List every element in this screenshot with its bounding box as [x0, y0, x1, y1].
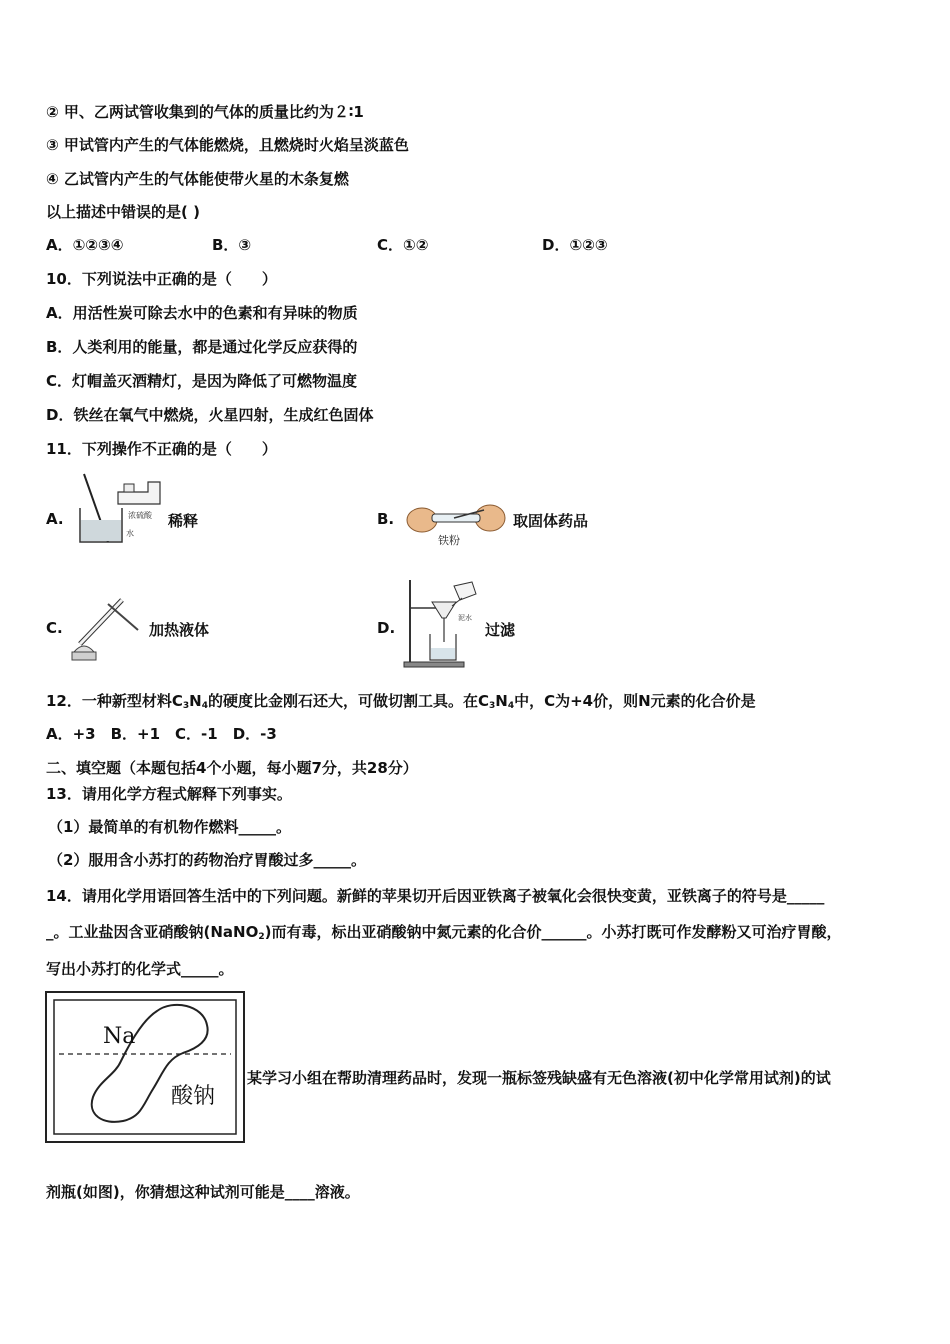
q9-statement-3: ③ 甲试管内产生的气体能燃烧，且燃烧时火焰呈淡蓝色: [46, 136, 409, 154]
dilution-figure: [76, 470, 166, 550]
q11-letter-a: A.: [46, 510, 64, 528]
q10-option-c: C．灯帽盖灭酒精灯，是因为降低了可燃物温度: [46, 372, 358, 390]
label-text-acid-sodium: 酸钠: [171, 1084, 216, 1109]
q10-option-b: B．人类利用的能量，都是通过化学反应获得的: [46, 338, 358, 356]
q11-label-d: 过滤: [485, 621, 516, 639]
heating-liquid-figure: [68, 592, 146, 664]
q9-option-b: B．③: [212, 236, 252, 254]
q9-statement-2: ② 甲、乙两试管收集到的气体的质量比约为２∶1: [46, 103, 364, 121]
fig-label-mud-water: 泥水: [458, 614, 472, 622]
q10-option-a: A．用活性炭可除去水中的色素和有异味的物质: [46, 304, 358, 322]
filtration-figure: [402, 578, 482, 670]
q9-ask: 以上描述中错误的是( ): [46, 203, 200, 221]
q15-line-1: 某学习小组在帮助清理药品时，发现一瓶标签残缺盛有无色溶液(初中化学常用试剂)的试: [247, 1069, 831, 1087]
q14-line-1: 14．请用化学用语回答生活中的下列问题。新鲜的苹果切开后因亚铁离子被氧化会很快变黄，亚铁离子的符号是_____: [46, 887, 825, 905]
q9-option-c: C．①②: [377, 236, 429, 254]
q13-part-2: （2）服用含小苏打的药物治疗胃酸过多_____。: [48, 851, 366, 869]
q11-letter-c: C.: [46, 619, 63, 637]
q10-option-d: D．铁丝在氧气中燃烧，火星四射，生成红色固体: [46, 406, 374, 424]
q13-stem: 13．请用化学方程式解释下列事实。: [46, 785, 292, 803]
q11-label-a: 稀释: [168, 512, 199, 530]
fig-label-iron-powder: 铁粉: [438, 534, 460, 547]
q12-options: A．+3 B．+1 C．-1 D．-3: [46, 725, 277, 743]
q13-part-1: （1）最简单的有机物作燃料_____。: [48, 818, 291, 836]
fig-label-water: 水: [126, 529, 134, 538]
q15-line-2: 剂瓶(如图)，你猜想这种试剂可能是____溶液。: [46, 1183, 360, 1201]
q9-option-d: D．①②③: [542, 236, 608, 254]
q9-option-a: A．①②③④: [46, 236, 124, 254]
q9-statement-4: ④ 乙试管内产生的气体能使带火星的木条复燃: [46, 170, 349, 188]
q10-stem: 10．下列说法中正确的是（ ）: [46, 270, 277, 288]
section-2-heading: 二、填空题（本题包括4个小题，每小题7分，共28分）: [46, 759, 418, 777]
q11-label-b: 取固体药品: [513, 512, 589, 530]
q14-line-3: 写出小苏打的化学式_____。: [46, 960, 234, 978]
q14-line-2: _。工业盐因含亚硝酸钠(NaNO$_2$)而有毒，标出亚硝酸钠中氮元素的化合价______。小苏打既可作发酵粉又可治疗胃酸，: [46, 923, 842, 942]
q11-letter-b: B.: [377, 510, 395, 528]
solid-sampling-figure: [404, 494, 508, 552]
label-text-na: Na: [103, 1024, 136, 1049]
q11-label-c: 加热液体: [149, 621, 210, 639]
q11-stem: 11．下列操作不正确的是（ ）: [46, 440, 277, 458]
torn-label-figure: [45, 991, 245, 1143]
q12-stem: 12．一种新型材料$C_3N_4$的硬度比金刚石还大，可做切割工具。在$C_3N_4$中，C为+4价，则N元素的化合价是: [46, 692, 756, 711]
fig-label-sulfuric-acid: 浓硫酸: [128, 511, 152, 520]
q11-letter-d: D.: [377, 619, 396, 637]
